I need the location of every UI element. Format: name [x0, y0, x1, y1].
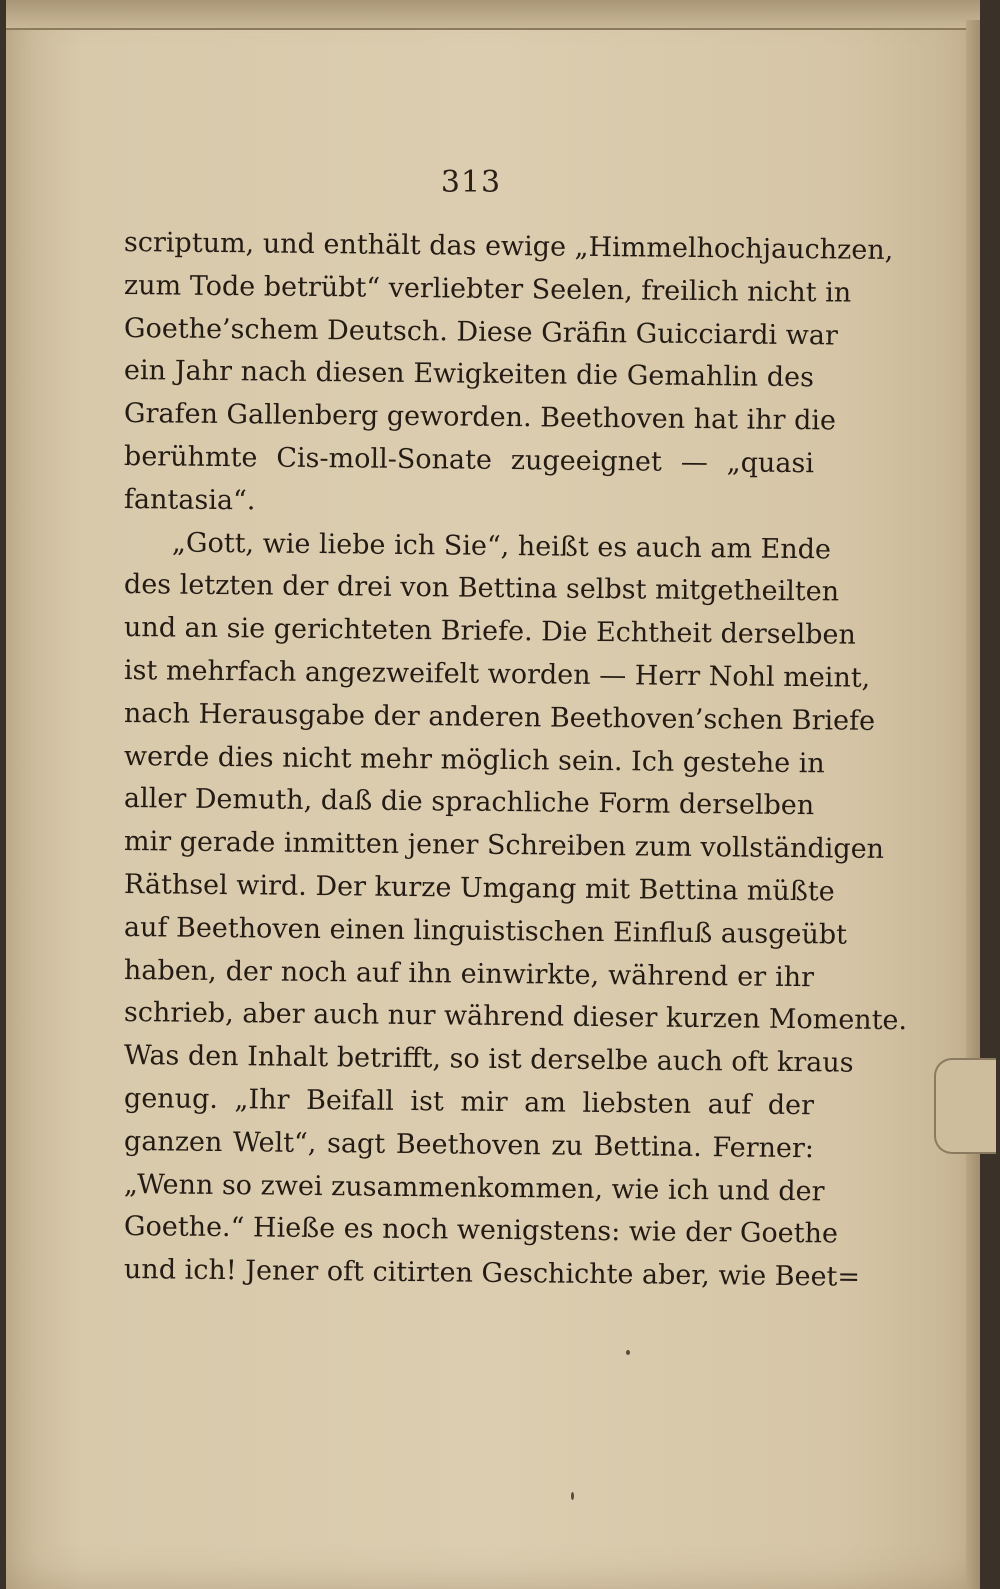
- text-line: genug. „Ihr Beifall ist mir am liebsten auf der: [123, 1082, 815, 1122]
- text-line: ein Jahr nach diesen Ewigkeiten die Gemahlin des: [123, 355, 815, 394]
- text-line: „Wenn so zwei zusammenkommen, wie ich und der: [123, 1168, 825, 1207]
- text-line: berühmte Cis-moll-Sonate zugeeignet — „quasi: [123, 440, 815, 480]
- text-line: haben, der noch auf ihn einwirkte, während er ihr: [123, 954, 815, 993]
- text-line: ganzen Welt“, sagt Beethoven zu Bettina. Ferner:: [123, 1125, 815, 1164]
- page-tab-marker: [934, 1058, 996, 1154]
- book-page: [6, 0, 980, 1589]
- text-line: des letzten der drei von Bettina selbst mitgetheilten: [123, 569, 840, 608]
- text-line: aller Demuth, daß die sprachliche Form derselben: [123, 783, 815, 822]
- text-line: Goethe’schem Deutsch. Diese Gräfin Guicciardi war: [123, 312, 838, 352]
- page-number: 313: [440, 165, 502, 200]
- text-line: auf Beethoven einen linguistischen Einfluß ausgeübt: [123, 911, 848, 951]
- text-line: und an sie gerichteten Briefe. Die Echtheit derselben: [123, 612, 856, 651]
- text-line: Räthsel wird. Der kurze Umgang mit Bettina müßte: [123, 868, 835, 908]
- text-line: werde dies nicht mehr möglich sein. Ich gestehe in: [123, 740, 825, 779]
- text-line: Grafen Gallenberg geworden. Beethoven hat ihr die: [123, 398, 837, 437]
- text-line: scriptum, und enthält das ewige „Himmelhochjauchzen,: [123, 227, 894, 267]
- text-line: zum Tode betrübt“ verliebter Seelen, freilich nicht in: [123, 269, 852, 309]
- text-line: ist mehrfach angezweifelt worden — Herr Nohl meint,: [123, 654, 871, 694]
- page-right-edge: [966, 20, 980, 1589]
- text-line: fantasia“.: [123, 483, 256, 517]
- page-top-edge: [6, 0, 980, 30]
- paper-speck: [571, 1492, 574, 1500]
- text-line: schrieb, aber auch nur während dieser kurzen Momente.: [123, 997, 908, 1037]
- text-line: Was den Inhalt betrifft, so ist derselbe auch oft kraus: [123, 1040, 854, 1079]
- text-line: nach Herausgabe der anderen Beethoven’schen Briefe: [123, 697, 876, 737]
- paper-speck: [626, 1350, 630, 1355]
- text-line: „Gott, wie liebe ich Sie“, heißt es auch am Ende: [171, 527, 832, 565]
- text-line: mir gerade inmitten jener Schreiben zum vollständigen: [123, 826, 885, 866]
- body-text: [123, 222, 908, 1293]
- text-line: Goethe.“ Hieße es noch wenigstens: wie der Goethe: [123, 1211, 839, 1250]
- text-line: und ich! Jener oft citirten Geschichte aber, wie Beet=: [123, 1254, 861, 1293]
